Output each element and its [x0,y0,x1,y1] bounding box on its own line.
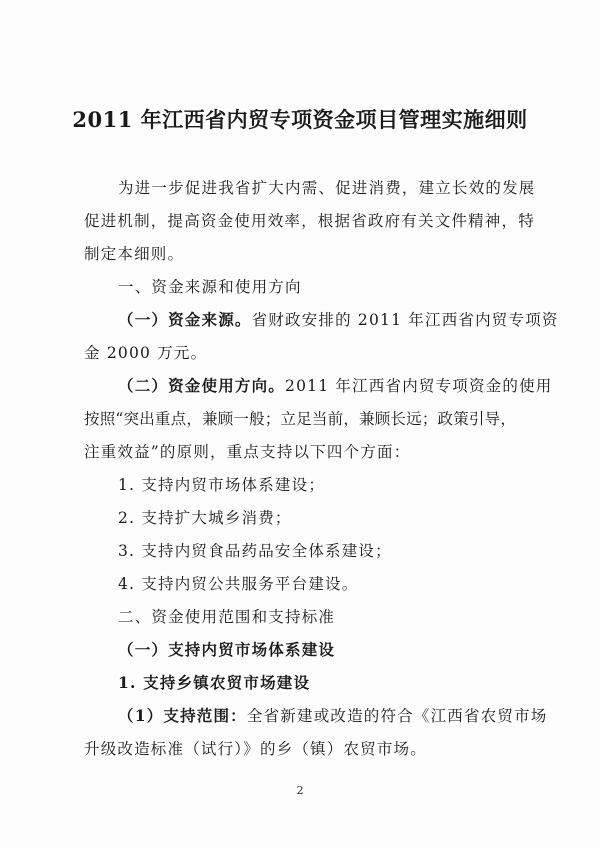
point-4: 4. 支持内贸公共服务平台建设。 [118,575,359,593]
item-1-text: 省财政安排的 2011 年江西省内贸专项资 [251,311,559,329]
intro-line-2: 促进机制，提高资金使用效率，根据省政府有关文件精神，特 [84,212,535,230]
section-1-item-2-cont-2: 注重效益”的原则，重点支持以下四个方面： [84,443,411,461]
page-number: 2 [296,784,304,797]
section-2-sub-1: （一）支持内贸市场体系建设 [118,640,336,659]
point-1: 1. 支持内贸市场体系建设； [118,476,326,494]
section-1-heading: 一、资金来源和使用方向 [118,278,302,296]
item-2-label: （二）资金使用方向。 [118,376,286,395]
scope-label: （1）支持范围： [118,706,247,725]
scope-line [118,706,548,726]
point-2: 2. 支持扩大城乡消费； [118,509,292,527]
item-1-label: （一）资金来源。 [118,310,252,329]
item-2-text: 2011 年江西省内贸专项资金的使用 [285,377,553,395]
section-1-item-1-cont: 金 2000 万元。 [84,344,208,362]
section-2-heading: 二、资金使用范围和支持标准 [118,608,336,626]
intro-line-1: 为进一步促进我省扩大内需、促进消费，建立长效的发展 [118,179,536,197]
section-1-item-1 [118,310,559,330]
section-1-item-2 [118,376,553,396]
scope-text: 全省新建或改造的符合《江西省农贸市场 [246,707,548,725]
document-title: 2011 年江西省内贸专项资金项目管理实施细则 [72,107,528,132]
scope-line-cont: 升级改造标准（试行）》的乡（镇）农贸市场。 [84,740,427,758]
intro-line-3: 制定本细则。 [84,245,185,263]
point-3: 3. 支持内贸食品药品安全体系建设； [118,542,392,560]
section-2-sub-1-item: 1. 支持乡镇农贸市场建设 [118,673,311,692]
section-1-item-2-cont-1: 按照“突出重点，兼顾一般；立足当前，兼顾长远；政策引导， [84,410,517,428]
